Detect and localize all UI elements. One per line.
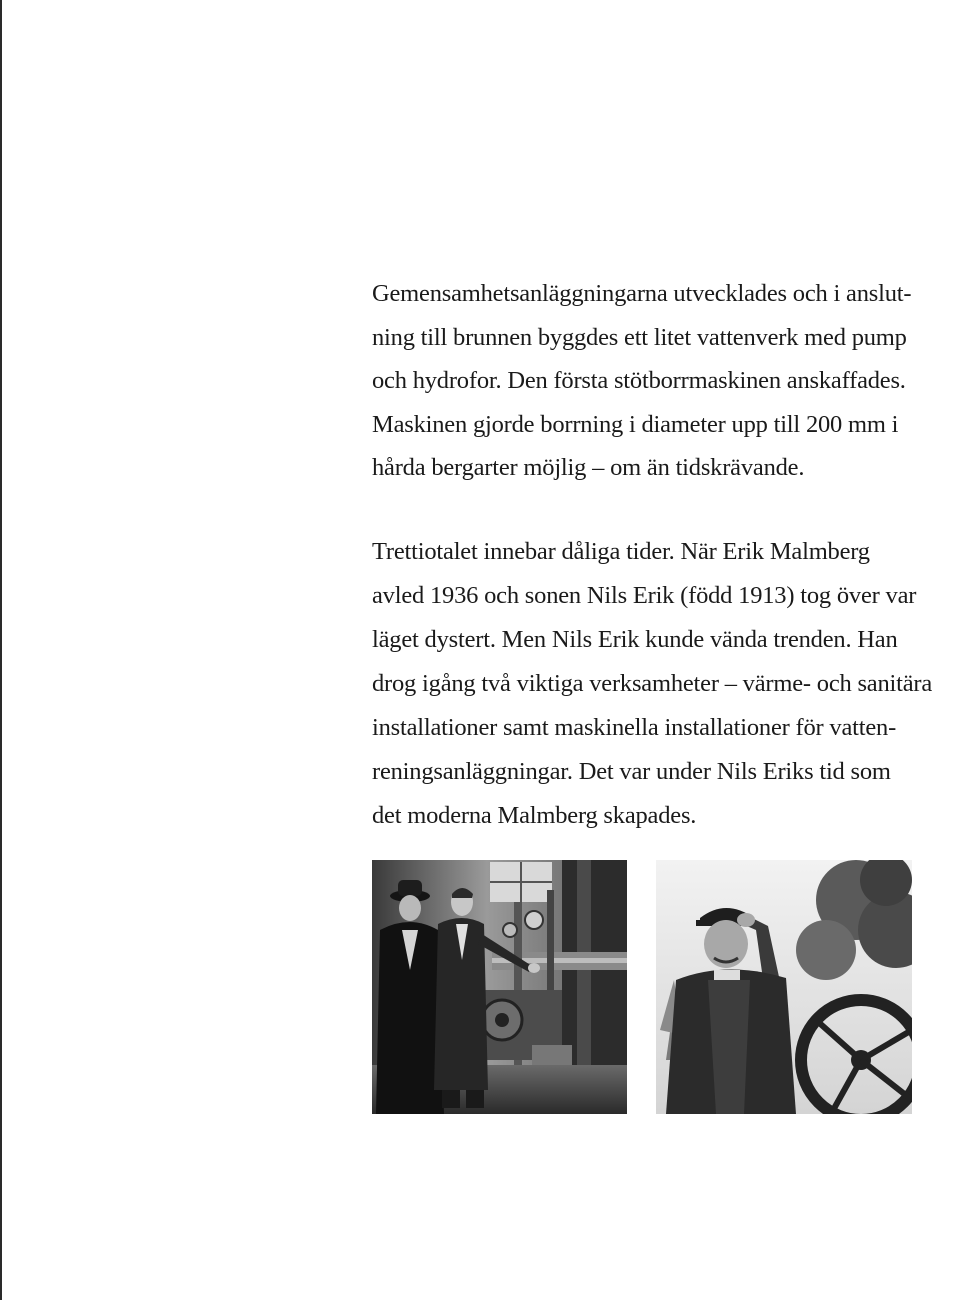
man-with-wheel-illustration — [656, 860, 912, 1114]
paragraph-line: och hydrofor. Den första stötborrmaskinen anskaffades. — [372, 367, 906, 394]
paragraph-line: Maskinen gjorde borrning i diameter upp till 200 mm i — [372, 410, 899, 438]
paragraph-line: Trettiotalet innebar dåliga tider. När Erik Malmberg — [372, 538, 870, 565]
photo-man-with-wheel — [656, 860, 912, 1114]
paragraph-line: avled 1936 och sonen Nils Erik (född 1913) tog över var — [372, 582, 917, 609]
paragraph-line: hårda bergarter möjlig – om än tidskrävande. — [372, 454, 805, 481]
paragraph-2 — [372, 530, 952, 838]
paragraph-line: installationer samt maskinella installationer för vatten- — [372, 714, 897, 741]
photo-pump-room — [372, 860, 627, 1114]
paragraph-line: det moderna Malmberg skapades. — [372, 802, 697, 829]
paragraph-line: drog igång två viktiga verksamheter – värme- och sanitära — [372, 670, 933, 697]
paragraph-line: reningsanläggningar. Det var under Nils Eriks tid som — [372, 758, 891, 785]
pump-room-illustration — [372, 860, 627, 1114]
paragraph-line: läget dystert. Men Nils Erik kunde vända trenden. Han — [372, 626, 898, 653]
paragraph-1 — [372, 272, 952, 490]
paragraph-line: Gemensamhetsanläggningarna utvecklades och i anslut- — [372, 280, 912, 307]
paragraph-line: ning till brunnen byggdes ett litet vattenverk med pump — [372, 323, 907, 351]
page-edge — [0, 0, 2, 1300]
